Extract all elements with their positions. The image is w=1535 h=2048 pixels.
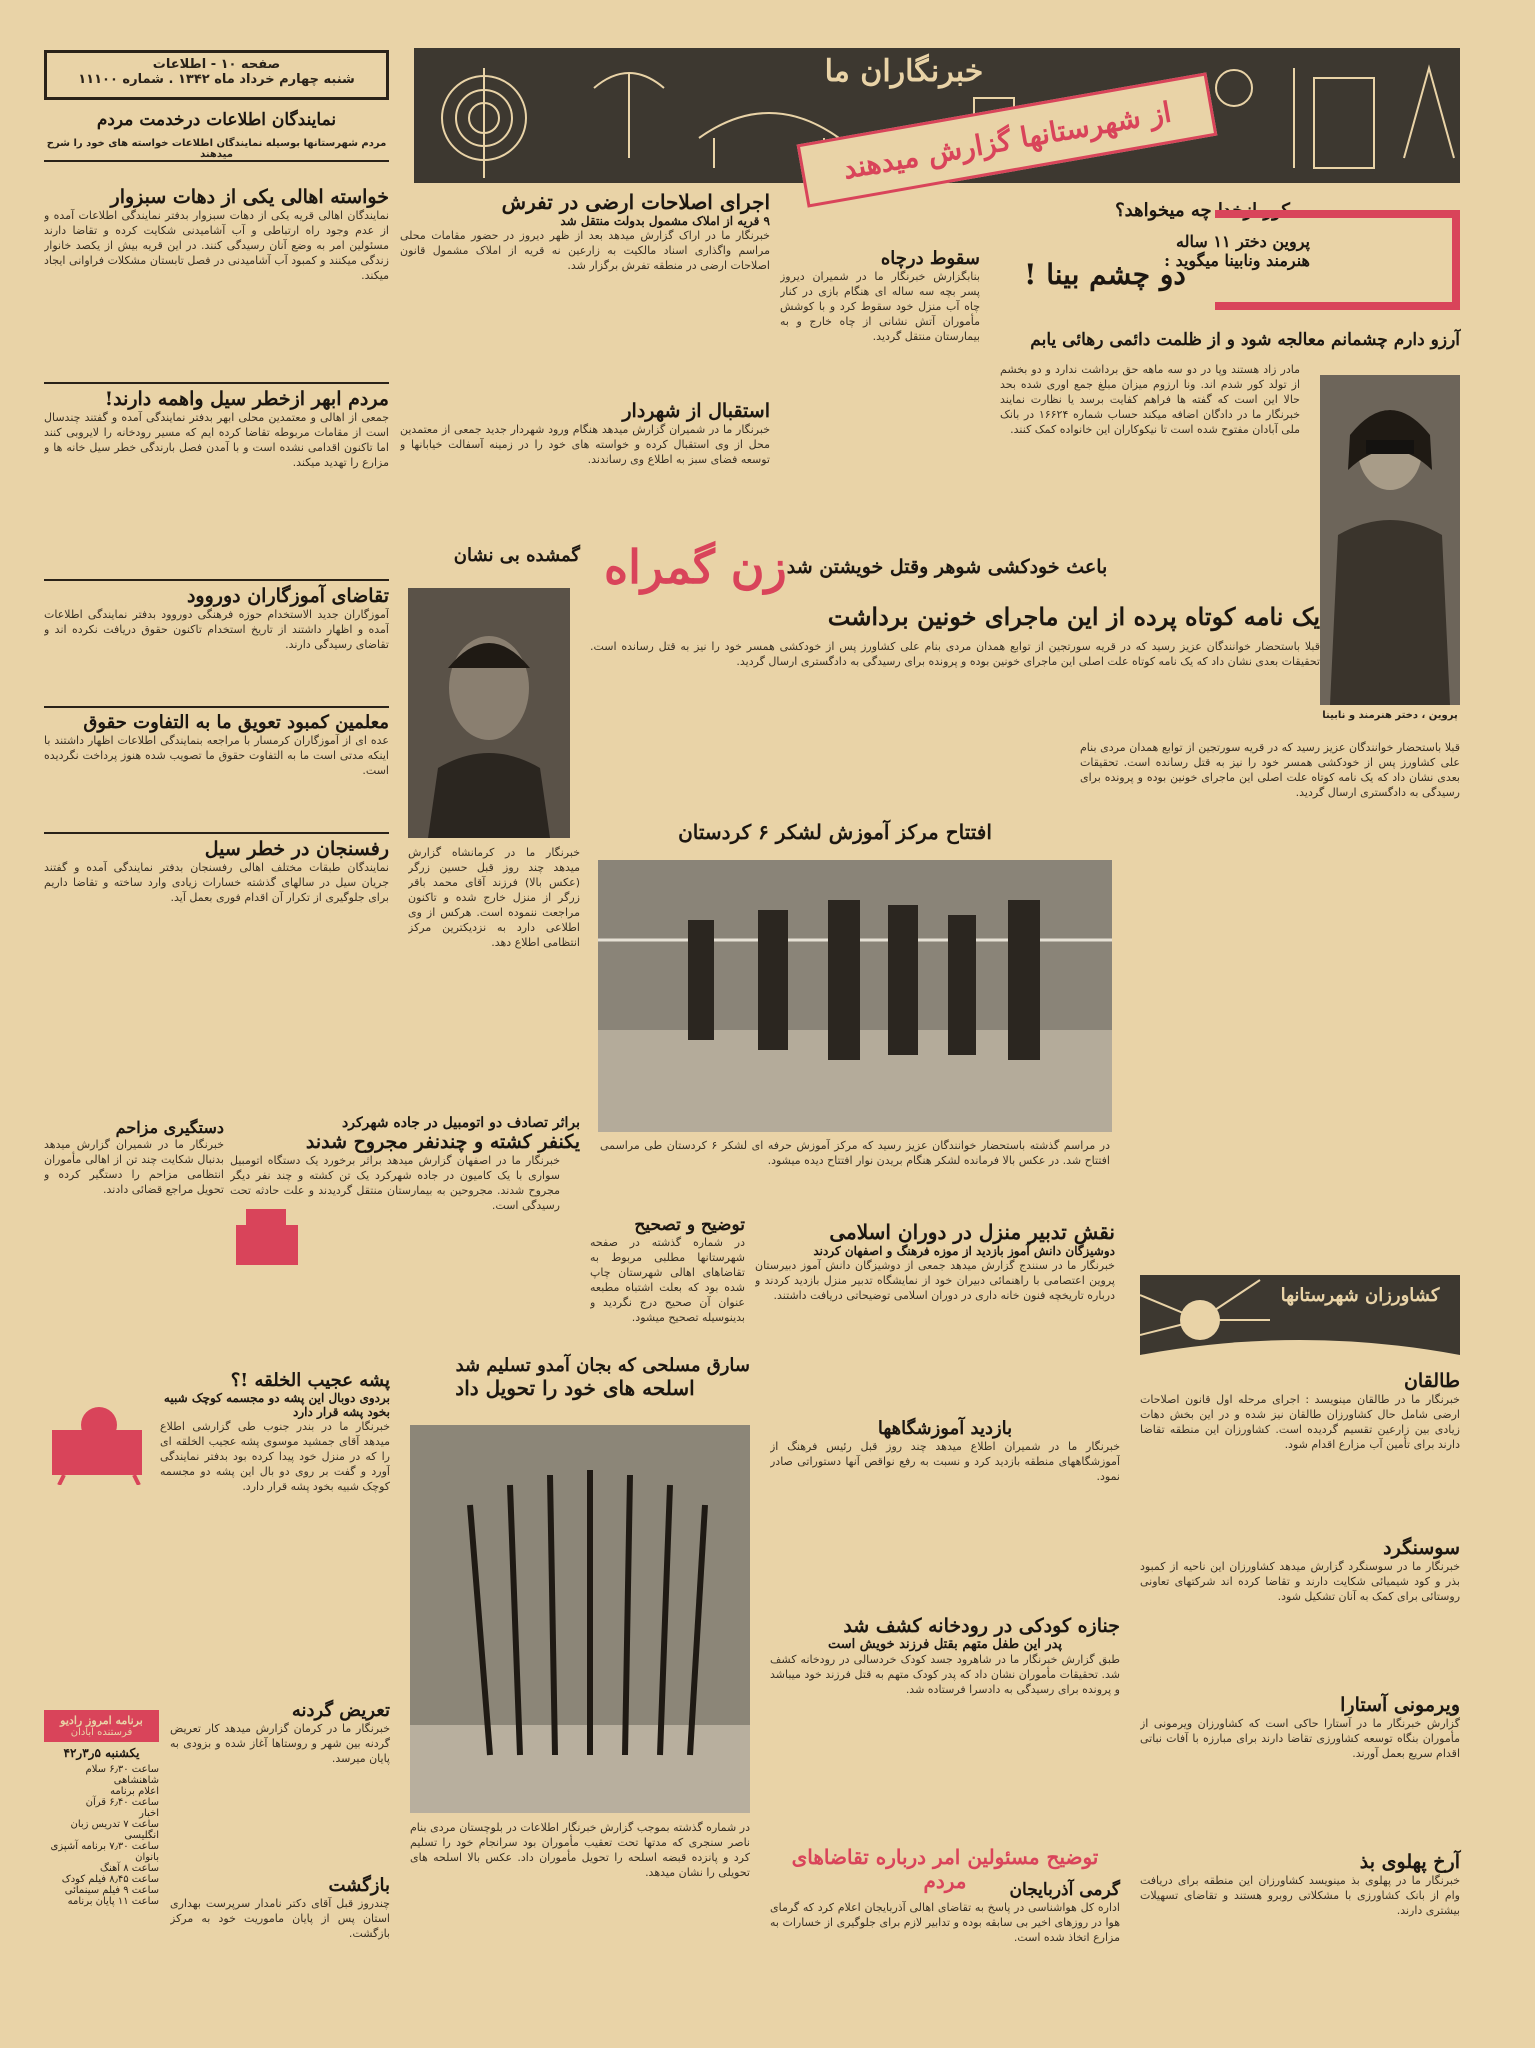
army-photo — [598, 860, 1112, 1132]
article-title: تقاضای آموزگاران دوروود — [186, 585, 389, 607]
article-body: خبرنگار ما در شمیران گزارش میدهد هنگام ورود شهردار جدید جمعی از معتمدین محل از وی استقبال کرده و خواسته های خود را در زمینه آسفالت خیابانها و توسعه فضای سبز به اطلاع وی رساندند. — [400, 423, 770, 466]
article-title: ویرمونی آستارا — [1340, 1694, 1460, 1716]
radio-line: ساعت ۷ تدریس زبان انگلیسی — [70, 1819, 159, 1841]
article-title: اجرای اصلاحات ارضی در تفرش — [501, 190, 770, 214]
army-title: افتتاح مرکز آموزش لشکر ۶ کردستان — [678, 820, 992, 844]
azarbaijan — [770, 1880, 1120, 2030]
murder-body: قبلا باستحضار خوانندگان عزیز رسید که در قریه سورتجین از توابع همدان مردی بنام علی کشاورز پس از خودکشی همسر خود را نیز به قتل رسانده است. تحقیقات بعدی نشان داد که یک نامه کوتاه علت اصلی این ماجرای خونین بوده و پرونده برای رسیدگی به دادگستری ارسال گردید. — [590, 640, 1320, 668]
article-body: خبرنگار ما در اراک گزارش میدهد بعد از ظهر دیروز در حضور مقامات محلی مراسم واگذاری اسناد مالکیت به زارعین نه قریه از املاک مشمول قانون اصلاحات ارضی در منطقه تفرش برگزار شد. — [400, 229, 770, 272]
article-well — [780, 248, 980, 549]
section-title: نمایندگان اطلاعات درخدمت مردم — [96, 110, 337, 130]
portrait-image — [1320, 375, 1460, 705]
murder-subhead: یک نامه کوتاه پرده از این ماجرای خونین برداشت — [827, 602, 1320, 631]
missing-boy-photo — [408, 588, 570, 838]
housekeeping-sub: دوشیزگان دانش آموز بازدید از موزه فرهنگ و اصفهان کردند — [813, 1244, 1115, 1258]
radio-line: ساعت ۹ فیلم سینمائی — [64, 1885, 159, 1896]
farmers-banner: کشاورزان شهرستانها — [1280, 1285, 1440, 1306]
radio-line: ساعت ۷٫۳۰ برنامه آشپزی بانوان — [50, 1841, 159, 1863]
radio-name: برنامه امروز رادیو — [60, 1714, 143, 1727]
radio-line: اعلام برنامه — [110, 1786, 159, 1797]
feature-girl-photo — [1320, 375, 1460, 705]
funeral-title: جنازه کودکی در رودخانه کشف شد — [843, 1615, 1120, 1637]
article-body: آموزگاران جدید الاستخدام حوزه فرهنگی دوروود بدفتر نمایندگی اطلاعات آمده و اظهار داشتند از تاریخ استخدام تاکنون حقوق دریافت نکرده اند و تقاضای رسیدگی دارند. — [44, 608, 389, 651]
azarbaijan-body: اداره کل هواشناسی در پاسخ به تقاضای اهالی آذربایجان اعلام کرد که گرمای هوا در روزهای اخیر بی سابقه بوده و تدابیر لازم برای جلوگیری از خسارات به مزارع اتخاذ شده است. — [770, 1901, 1120, 1944]
article-missing — [400, 545, 580, 566]
housekeeping-body: خبرنگار ما در سنندج گزارش میدهد جمعی از دوشیزگان دانش آموز دبیرستان پروین اعتصامی با راهنمائی دبیران خود از نمایشگاه تدبیر منزل بازدید کردند و درباره تاریخچه فنون خانه داری در دوران اسلامی توضیحاتی دریافت داشتند. — [755, 1259, 1115, 1302]
car-illustration — [232, 1205, 302, 1270]
feature-boxed-line-3: هنرمند ونابینا میگوید : — [1164, 251, 1310, 270]
article-title: سقوط درچاه — [880, 248, 980, 269]
article-rafsanjan — [44, 838, 389, 1075]
article-title: طالقان — [1403, 1370, 1460, 1392]
banner — [414, 48, 1460, 186]
article-body: نمایندگان اهالی قریه یکی از دهات سبزوار بدفتر نمایندگی اطلاعات آمده و از عدم وجود راه ارتباطی و آب آشامیدنی شکایت کرده و تقاضا دارند مسئولین امر به وضع آنان رسیدگی کنند. در این قریه بیش از یکصد خانوار زندگی میکنند و کمبود آب آشامیدنی در فصل تابستان مشکلات فراوانی ایجاد میکند. — [44, 209, 389, 282]
funeral-story — [770, 1615, 1120, 1817]
radio-sub: فرستنده آبادان — [70, 1727, 133, 1738]
article-pass — [170, 1700, 390, 1851]
school-visit — [770, 1418, 1120, 1579]
azarbaijan-title: گرمی آذربایجان — [1009, 1880, 1120, 1900]
article-title: دستگیری مزاحم — [115, 1118, 224, 1137]
feature-boxed-line-4: دو چشم بینا ! — [1024, 258, 1186, 291]
article-title: مردم ابهر ازخطر سیل واهمه دارند! — [104, 388, 389, 410]
article-tafresh — [400, 190, 770, 358]
feature-body: مادر زاد هستند وپا در دو سه ماهه حق برداشت ندارد و دو بخشم از تولد کور شدم اند. ونا ارزوم میزان مبلغ جمع اوری شده بحد حالا این است که گفته ها فراهم کفایت برسد یا نظارت نمایند خبرنگار ما در دادگان اضافه میکند حساب شماره ۱۶۶۲۴ در بانک ملی آبادان مفتوح شده است تا نیکوکاران این خانواده کمک کنند. — [1000, 363, 1300, 436]
divider — [44, 160, 389, 162]
rifles-photo — [410, 1425, 750, 1813]
farmers-banner-box — [1140, 1275, 1460, 1365]
article-body: خبرنگار ما در پهلوی بذ مینویسد کشاورزان این منطقه برای دریافت وام از بانک کشاورزی با مشکلاتی روبرو هستند و تقاضای تسهیلات بیشتری دارند. — [1140, 1874, 1460, 1917]
rifles-title: سارق مسلحی که بجان آمدو تسلیم شد — [455, 1355, 750, 1376]
radio-line: ساعت ۸ آهنگ — [100, 1863, 159, 1874]
article-abhar — [44, 388, 389, 575]
banner-title-1: خبرنگاران ما — [824, 54, 984, 89]
school-visit-title: بازدید آموزشگاهها — [877, 1418, 1013, 1439]
accident-title: یکنفر کشته و چندنفر مجروح شدند — [305, 1131, 580, 1153]
correction-title: توضیح و تصحیح — [634, 1215, 745, 1235]
article-title: بازگشت — [328, 1875, 390, 1896]
article-sabzevar — [44, 186, 389, 378]
feature-caption: پروین ، دختر هنرمند و نابینا — [1322, 710, 1458, 721]
article-teachers-pay — [44, 712, 389, 828]
article-body: خبرنگار ما در بندر جنوب طی گزارشی اطلاع میدهد آقای جمشید موسوی پشه عجیب الخلقه ای را که در منزل خود پیدا کرده بود بدفتر نمایندگی آورد و گفت بر روی دو بال این پشه دو مجسمه کوچک شبیه بخود پشه قرار دارد. — [160, 1420, 390, 1493]
feature-headline: آرزو دارم چشمانم معالجه شود و از ظلمت دائمی رهائی یابم — [1030, 330, 1460, 350]
radio-date: یکشنبه ۵ر۳ر۴۲ — [63, 1746, 140, 1760]
right-column — [1140, 1370, 1460, 2003]
radio-line: اخبار — [139, 1808, 159, 1819]
article-body: جمعی از اهالی و معتمدین محلی ابهر بدفتر نمایندگی آمده و گفتند چندسال است از مقامات مربوطه تقاضا کرده ایم که مسیر رودخانه را لایروبی کنند اما تاکنون اقدامی نشده است و با آمدن فصل بارندگی خطر سیل خانه ها و مزارع را تهدید میکند. — [44, 411, 389, 469]
article-body: چندروز قبل آقای دکتر نامدار سرپرست بهداری استان پس از پایان ماموریت خود به مرکز بازگشت. — [170, 1897, 390, 1940]
article-arrest — [44, 1118, 224, 1317]
article-body: بنابگزارش خبرنگار ما در شمیران دیروز پسر بچه سه ساله ای هنگام بازی در کنار چاه آب منزل خود سقوط کرد و با کوشش مأموران آتش نشانی از چاه خارج و به بیمارستان منتقل گردید. — [780, 270, 980, 343]
correction — [590, 1215, 745, 1345]
article-title: آرخ پهلوی بذ — [1359, 1851, 1460, 1873]
divider — [44, 832, 389, 834]
article-susangerd — [1140, 1537, 1460, 1694]
accident-kicker: براثر تصادف دو اتومبیل در جاده شهرکرد — [341, 1115, 580, 1131]
article-title: پشه عجیب الخلقه !؟ — [230, 1370, 390, 1391]
radio-line: ساعت ۱۱ پایان برنامه — [67, 1896, 159, 1907]
school-visit-body: خبرنگار ما در شمیران اطلاع میدهد چند روز قبل رئیس فرهنگ از آموزشگاههای منطقه بازدید کرد و نسبت به رفع نواقص آنها دستوراتی صادر نمود. — [770, 1440, 1120, 1483]
officials-banner: توضیح مسئولین امر درباره تقاضاهای مردم — [791, 1845, 1099, 1893]
section-sub: مردم شهرستانها بوسیله نمایندگان اطلاعات خواسته های خود را شرح میدهند — [46, 138, 387, 160]
radio-line: ساعت ۶٫۳۰ سلام شاهنشاهی — [85, 1764, 159, 1786]
article-body: خبرنگار ما در کرمان گزارش میدهد کار تعریض گردنه بین شهر و روستاها آغاز شده و بزودی به پایان میرسد. — [170, 1722, 390, 1765]
feature-boxed-line-1: کور ازخدا چه میخواهد؟ — [1115, 200, 1290, 221]
feature-boxed-line-2: پروین دختر ۱۱ ساله — [1176, 232, 1310, 251]
page-line: صفحه ۱۰ - اطلاعات — [152, 57, 281, 72]
divider — [44, 382, 389, 384]
article-body: خبرنگار ما در سوسنگرد گزارش میدهد کشاورزان این ناحیه از کمبود بذر و کود شیمیائی شکایت دارند و تقاضا کرده اند شرکتهای تعاونی روستائی برای کمک به آنان تشکیل شود. — [1140, 1560, 1460, 1603]
date-line: شنبه چهارم خرداد ماه ۱۳۴۲ . شماره ۱۱۱۰۰ — [78, 72, 355, 87]
article-mosquito — [160, 1370, 390, 1619]
divider — [44, 706, 389, 708]
masthead-box — [44, 50, 389, 100]
article-return — [170, 1875, 390, 2006]
feature-body-continued: قبلا باستحضار خوانندگان عزیز رسید که در قریه سورتجین از توابع همدان مردی بنام علی کشاورز پس از خودکشی همسر خود را نیز به قتل رسانده است. تحقیقات بعدی نشان داد که یک نامه کوتاه علت اصلی این ماجرای خونین بوده و پرونده برای رسیدگی به دادگستری ارسال گردید. — [1080, 741, 1460, 799]
radio-line: ساعت ۶٫۴۰ قرآن — [85, 1797, 159, 1808]
rifles-body: در شماره گذشته بموجب گزارش خبرنگار اطلاعات در بلوچستان مردی بنام ناصر سنجری که مدتها تحت تعقیب مأموران بود سرانجام خود را تسلیم کرد و پانزده قبضه اسلحه را تحویل مأموران داد. عکس بالا اسلحه های تحویلی را نشان میدهد. — [410, 1821, 750, 1879]
missing-body: خبرنگار ما در کرمانشاه گزارش میدهد چند روز قبل حسین زرگر (عکس بالا) فرزند آقای محمد باقر زرگر از منزل خارج شده و تاکنون مراجعت ننموده است. هرکس از وی اطلاعی دارد به نزدیکترین مرکز انتظامی اطلاع دهد. — [408, 846, 580, 949]
banner-title-2: از شهرستانها گزارش میدهند — [840, 94, 1174, 186]
correction-body: در شماره گذشته در صفحه شهرستانها مطلبی مربوط به تقاضاهای اهالی شهرستان چاپ شده بود که بعلت اشتباه مطبعه عنوان آن صحیح درج نگردید و بدینوسیله تصحیح میشود. — [590, 1236, 745, 1324]
ceremony-image — [598, 860, 1112, 1132]
divider — [44, 579, 389, 581]
article-title: رفسنجان در خطر سیل — [204, 838, 389, 860]
article-body: گزارش خبرنگار ما در آستارا حاکی است که کشاورزان ویرمونی از مأموران بنگاه توسعه کشاورزی تقاضا دارند برای مبارزه با آفات نباتی اقدام سریع بعمل آورند. — [1140, 1717, 1460, 1760]
article-body: عده ای از آموزگاران کرمسار با مراجعه بنمایندگی اطلاعات اظهار داشتند با اینکه مدتی است ما به التفاوت حقوق ما تصویب شده هنوز پرداخت نگردیده است. — [44, 734, 389, 777]
article-sub: ۹ قریه از املاک مشمول بدولت منتقل شد — [560, 214, 770, 228]
article-taleghan — [1140, 1370, 1460, 1537]
rifles-image — [410, 1425, 750, 1813]
mosquito-icon — [44, 1400, 154, 1485]
rifles-story — [400, 1355, 750, 1400]
funeral-sub: پدر این طفل متهم بقتل فرزند خویش است — [827, 1637, 1063, 1652]
article-mayor — [400, 400, 770, 532]
article-teachers — [44, 585, 389, 702]
left-column — [44, 186, 389, 1075]
army-caption: در مراسم گذشته باستحضار خوانندگان عزیز رسید که مرکز آموزش حرفه ای لشکر ۶ کردستان طی مراسمی افتتاح شد. در عکس بالا فرمانده لشکر هنگام بریدن نوار افتتاح دیده میشود. — [600, 1139, 1110, 1167]
article-title: گمشده بی نشان — [453, 545, 580, 566]
article-astara — [1140, 1694, 1460, 1851]
article-sub: بردوی دوبال این پشه دو مجسمه کوچک شبیه بخود پشه قرار دارد — [163, 1391, 390, 1419]
article-title: سوسنگرد — [1383, 1537, 1460, 1559]
portrait-image — [408, 588, 570, 838]
article-title: خواسته اهالی یکی از دهات سبزوار — [110, 186, 389, 208]
article-body: خبرنگار ما در طالقان مینویسد : اجرای مرحله اول قانون اصلاحات ارضی شامل حال کشاورزان طالقان نیز شده و در این بخش دهات زیادی بین زارعین تقسیم گردیده است. کشاورزان این منطقه تقاضا دارند برای تأمین آب مزارع اقدام شود. — [1140, 1393, 1460, 1451]
radio-logo — [44, 1710, 159, 1742]
murder-headline: زن گمراه — [604, 540, 787, 594]
murder-story — [590, 540, 1320, 774]
housekeeping-title: نقش تدبیر منزل در دوران اسلامی — [829, 1220, 1115, 1244]
housekeeping — [755, 1220, 1115, 1443]
article-title: معلمین کمبود تعویق ما به التفاوت حقوق — [83, 712, 389, 733]
funeral-body: طبق گزارش خبرنگار ما در شاهرود جسد کودک خردسالی در رودخانه کشف شد. تحقیقات مأموران نشان داد که پدر کودک متهم به قتل فرزند خود میباشد و پرونده برای رسیدگی به دادسرا فرستاده شد. — [770, 1653, 1120, 1696]
article-body: خبرنگار ما در شمیران گزارش میدهد بدنبال شکایت چند تن از اهالی مأموران انتظامی مزاحم را دستگیر کرده و تحویل مراجع قضائی دادند. — [44, 1138, 224, 1196]
car-icon — [232, 1205, 302, 1270]
murder-kicker: باعث خودکشی شوهر وقتل خویشتن شد — [786, 556, 1108, 578]
radio-box — [44, 1710, 159, 1907]
article-title: تعریض گردنه — [291, 1700, 390, 1721]
radio-line: ساعت ۸٫۴۵ فیلم کودک — [61, 1874, 159, 1885]
article-pahlavi — [1140, 1851, 1460, 2003]
accident-body: خبرنگار ما در اصفهان گزارش میدهد براثر برخورد یک دستگاه اتومبیل سواری با یک کامیون در جاده شهرکرد یک تن کشته و چند نفر دیگر مجروح شدند. مجروحین به بیمارستان منتقل گردیدند و علت حادثه تحت رسیدگی است. — [230, 1154, 560, 1212]
rifles-title-2: اسلحه های خود را تحویل داد — [455, 1376, 695, 1400]
article-body: نمایندگان طبقات مختلف اهالی رفسنجان بدفتر نمایندگی آمده و گفتند جریان سیل در سالهای گذشته خسارات زیادی وارد ساخته و تقاضا داریم برای جلوگیری از تکرار آن اقدام فوری بعمل آید. — [44, 861, 389, 904]
mosquito-illustration — [44, 1400, 154, 1485]
article-title: استقبال از شهردار — [622, 400, 770, 422]
